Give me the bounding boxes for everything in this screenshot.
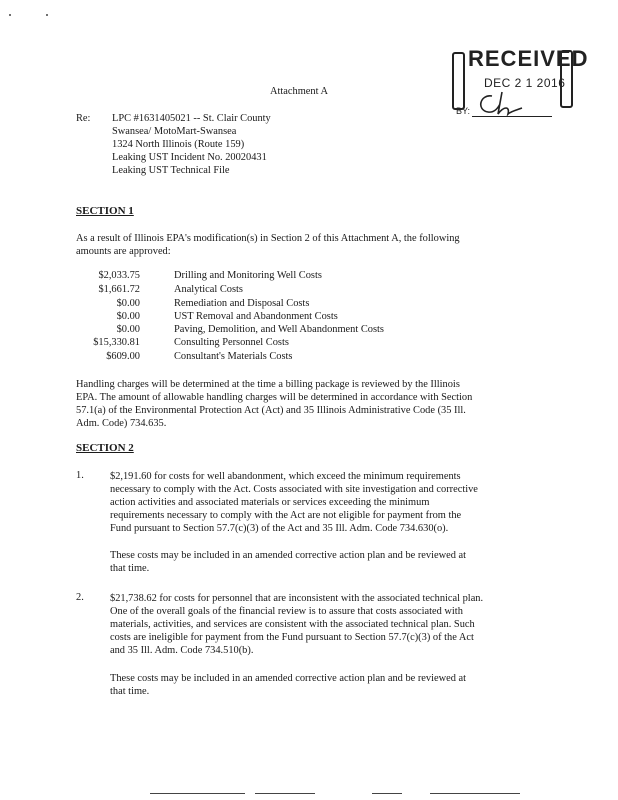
paragraph-line: One of the overall goals of the financial review is to assure that costs associated with [110,606,463,617]
footer-scan-line [150,793,245,794]
footer-scan-line [372,793,402,794]
scan-speck [46,14,48,16]
paragraph-line: materials, activities, and services are consistent with the associated technical plan. Such [110,619,475,630]
paragraph-line: and 35 Ill. Adm. Code 734.510(b). [110,645,254,656]
cost-label: Consultant's Materials Costs [174,351,293,362]
paragraph-line: $2,191.60 for costs for well abandonment, which exceed the minimum requirements [110,471,461,482]
item-number: 1. [76,470,84,481]
re-lines [112,112,271,177]
re-line: Leaking UST Technical File [112,165,230,176]
stamp-date: DEC 2 1 2016 [484,76,566,90]
attachment-title: Attachment A [270,86,329,97]
cost-label: Drilling and Monitoring Well Costs [174,270,322,281]
paragraph-line: necessary to comply with the Act. Costs associated with site investigation and corrective [110,484,478,495]
cost-amount: $1,661.72 [98,284,140,295]
re-line: Leaking UST Incident No. 20020431 [112,152,267,163]
paragraph-line: $21,738.62 for costs for personnel that are inconsistent with the associated technical plan. [110,593,484,604]
paragraph-line: action activities and associated materials or services exceeding the minimum [110,497,430,508]
cost-label: Analytical Costs [174,284,243,295]
cost-label: Paving, Demolition, and Well Abandonment Costs [174,324,384,335]
intro-line: As a result of Illinois EPA's modification(s) in Section 2 of this Attachment A, the following [76,233,460,244]
section-1-intro [76,232,460,258]
cost-label: Remediation and Disposal Costs [174,298,310,309]
cost-amount: $0.00 [116,298,140,309]
cost-amount: $15,330.81 [93,337,140,348]
footer-scan-line [255,793,315,794]
item-2-note [110,672,466,698]
cost-amount: $0.00 [116,311,140,322]
paragraph-line: Adm. Code) 734.635. [76,418,167,429]
item-number: 2. [76,592,84,603]
handwritten-initials [470,88,530,118]
item-2-paragraph [110,592,483,657]
paragraph-line: EPA. The amount of allowable handling charges will be determined in accordance with Section [76,392,473,403]
cost-label: UST Removal and Abandonment Costs [174,311,338,322]
re-line: Swansea/ MotoMart-Swansea [112,126,237,137]
cost-label: Consulting Personnel Costs [174,337,289,348]
cost-amount: $2,033.75 [98,270,140,281]
stamp-received-text: RECEIVED [468,46,589,71]
handling-charges-paragraph [76,378,472,430]
re-line: 1324 North Illinois (Route 159) [112,139,245,150]
note-line: that time. [110,563,150,574]
stamp-by-label: BY: [456,106,471,116]
paragraph-line: requirements necessary to comply with the Act are not eligible for payment from the [110,510,462,521]
paragraph-line: costs are ineligible for payment from the Fund pursuant to Section 57.7(c)(3) of the Act [110,632,474,643]
paragraph-line: 57.1(a) of the Environmental Protection Act (Act) and 35 Illinois Administrative Code (35 Ill. [76,405,466,416]
footer-scan-line [430,793,520,794]
intro-line: amounts are approved: [76,246,171,257]
note-line: These costs may be included in an amended corrective action plan and be reviewed at [110,673,467,684]
re-label: Re: [76,113,91,124]
section-2-heading: SECTION 2 [76,442,134,454]
re-line: LPC #1631405021 -- St. Clair County [112,113,271,124]
section-1-heading: SECTION 1 [76,205,134,217]
paragraph-line: Fund pursuant to Section 57.7(c)(3) of the Act and 35 Ill. Adm. Code 734.630(o). [110,523,449,534]
note-line: These costs may be included in an amended corrective action plan and be reviewed at [110,550,467,561]
cost-amount: $609.00 [106,351,140,362]
cost-amount: $0.00 [116,324,140,335]
stamp-left-bracket [452,52,465,110]
item-1-paragraph [110,470,478,535]
scan-speck [9,14,11,16]
item-1-note [110,549,466,575]
paragraph-line: Handling charges will be determined at the time a billing package is reviewed by the Illinois [76,379,460,390]
note-line: that time. [110,686,150,697]
